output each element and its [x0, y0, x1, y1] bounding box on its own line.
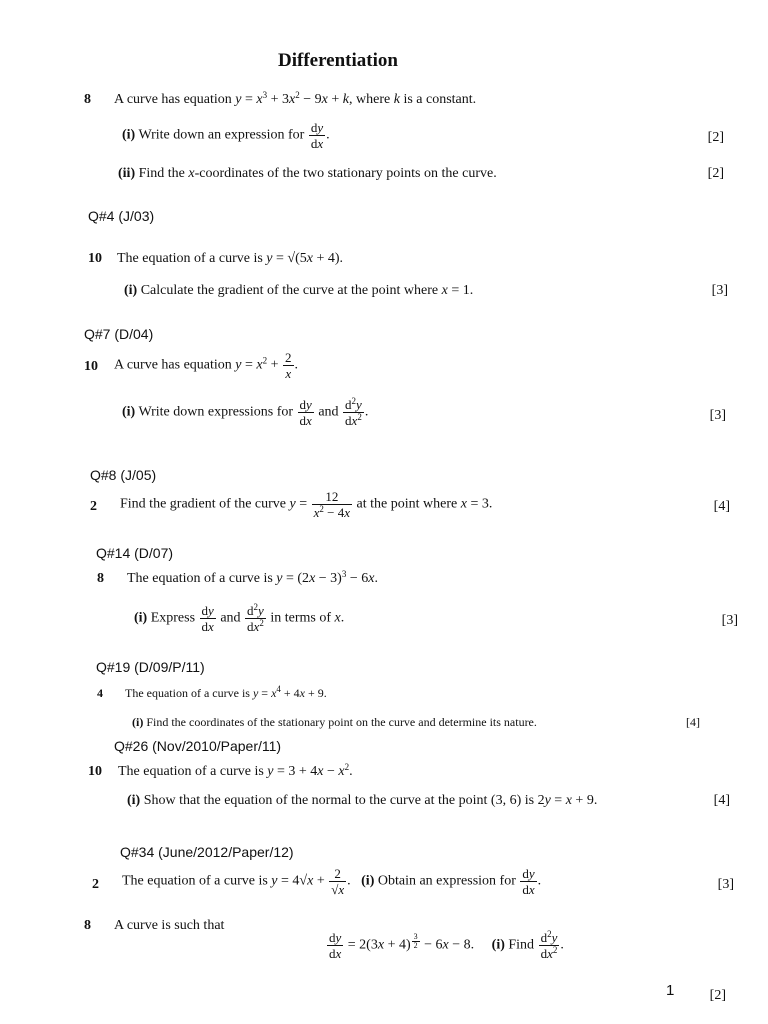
- question-number: 8: [84, 92, 91, 107]
- question-number: 4: [97, 686, 103, 700]
- question-part: (i) Calculate the gradient of the curve at the point where x = 1.: [124, 283, 474, 298]
- question-number: 10: [88, 251, 102, 266]
- page-number: 1: [666, 982, 675, 999]
- question-stem: The equation of a curve is y = 4√x + $\frac{2}{√x}$ . (i) Obtain an expression for $\frac{dy}{dx}$ .: [122, 866, 542, 897]
- question-stem: The equation of a curve is $y = 3 + 4x - x^2$.: [118, 762, 353, 779]
- question-heading: Q#4 (J/03): [88, 208, 155, 224]
- question-part: (i) Write down expressions for $\frac{dy}{dx}$ and $\frac{d^2y}{dx^2}$ .: [122, 396, 369, 428]
- marks: [2]: [707, 166, 724, 181]
- question-equation: $\frac{dy}{dx}$ = 2(3x + 4) $^{\frac{3}{2}}$ − 6x − 8. (i) Find $\frac{d^2y}{dx^2}$ .: [329, 929, 564, 961]
- question-stem: A curve has equation $y = x^2$ + $\frac{2}{x}$ .: [114, 350, 299, 381]
- question-stem: A curve has equation $y = x^3 + 3x^2 - 9x + k$, where k is a constant.: [114, 90, 477, 107]
- question-number: 10: [88, 764, 102, 779]
- question-heading: Q#34 (June/2012/Paper/12): [120, 844, 294, 860]
- question-part: (i) Find the coordinates of the stationary point on the curve and determine its nature.: [132, 715, 537, 729]
- question-number: 2: [90, 499, 97, 514]
- question-stem: The equation of a curve is y = √(5x + 4).: [117, 251, 344, 266]
- question-stem: A curve is such that: [114, 918, 225, 933]
- question-heading: Q#7 (D/04): [84, 326, 154, 342]
- marks: [4]: [713, 793, 730, 808]
- question-part: (i) Show that the equation of the normal to the curve at the point (3, 6) is 2y = x + 9.: [127, 793, 598, 808]
- question-part: (i) Write down an expression for $\frac{dy}{dx}$ .: [122, 120, 330, 151]
- question-number: 10: [84, 359, 98, 374]
- page-title: Differentiation: [278, 50, 398, 71]
- question-part: (i) Express $\frac{dy}{dx}$ and $\frac{d^2y}{dx^2}$ in terms of x.: [134, 602, 345, 634]
- question-heading: Q#26 (Nov/2010/Paper/11): [114, 738, 282, 754]
- question-heading: Q#14 (D/07): [96, 545, 174, 561]
- marks: [3]: [721, 613, 738, 628]
- question-stem: The equation of a curve is $y = (2x - 3)^3 - 6x$.: [127, 569, 378, 586]
- marks: [2]: [707, 130, 724, 145]
- question-number: 2: [92, 877, 99, 892]
- question-stem: The equation of a curve is $y = x^4 + 4x + 9$.: [125, 684, 327, 700]
- marks: [2]: [709, 988, 726, 1003]
- marks: [4]: [686, 715, 700, 729]
- question-heading: Q#19 (D/09/P/11): [96, 659, 205, 675]
- marks: [3]: [709, 408, 726, 423]
- question-part: (ii) Find the x-coordinates of the two stationary points on the curve.: [118, 166, 497, 181]
- question-stem: Find the gradient of the curve y = $\frac{12}{x^2 - 4x}$ at the point where x = 3.: [120, 489, 493, 520]
- marks: [4]: [713, 499, 730, 514]
- question-number: 8: [84, 918, 91, 933]
- marks: [3]: [711, 283, 728, 298]
- question-heading: Q#8 (J/05): [90, 467, 157, 483]
- question-number: 8: [97, 571, 104, 586]
- marks: [3]: [717, 877, 734, 892]
